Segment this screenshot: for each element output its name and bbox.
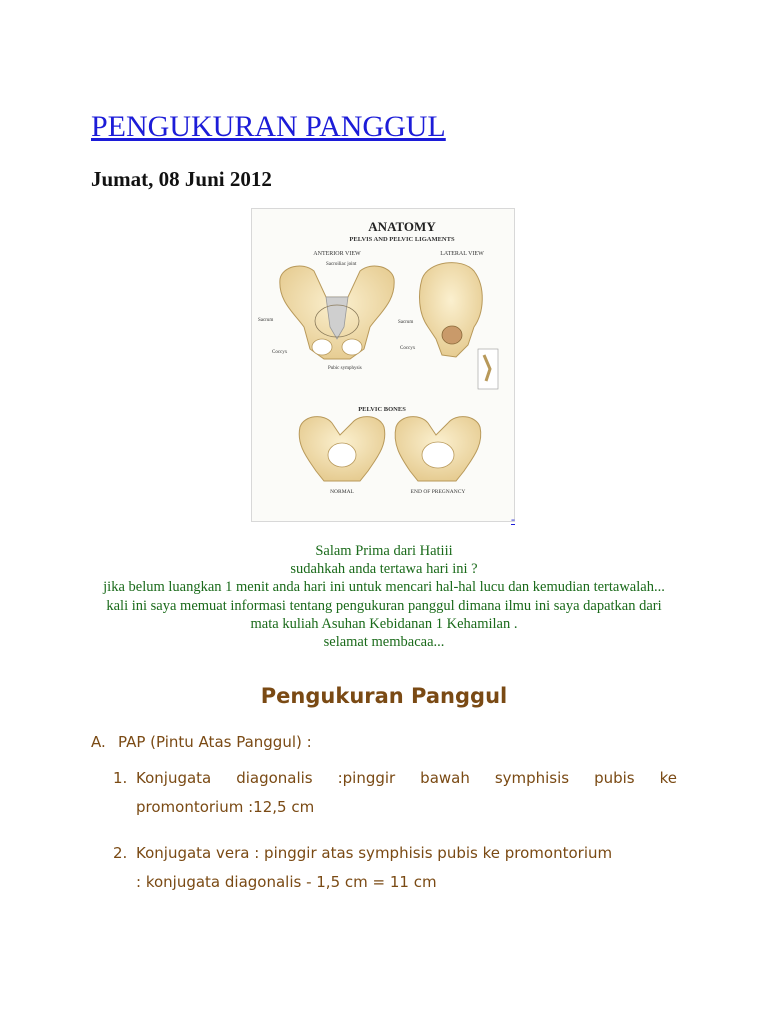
intro-line-3: jika belum luangkan 1 menit anda hari ini untuk mencari hal-hal lucu dan kemudian tertawalah... bbox=[103, 579, 665, 595]
word: diagonalis bbox=[236, 769, 313, 787]
word: Konjugata bbox=[136, 769, 212, 787]
figure-subheading: PELVIS AND PELVIC LIGAMENTS bbox=[349, 236, 455, 243]
figure-link[interactable]: - bbox=[511, 512, 515, 526]
anterior-view-label: ANTERIOR VIEW bbox=[313, 251, 361, 257]
intro-line-6: selamat membacaa... bbox=[323, 634, 445, 650]
intro-line-1: Salam Prima dari Hatiii bbox=[315, 543, 453, 559]
word: pubis bbox=[594, 769, 635, 787]
normal-label: NORMAL bbox=[330, 489, 354, 495]
list-item-number: 1. bbox=[113, 769, 128, 787]
end-pregnancy-label: END OF PREGNANCY bbox=[410, 489, 466, 495]
list-item-line-2: : konjugata diagonalis - 1,5 cm = 11 cm bbox=[136, 873, 437, 891]
sacrum-label: Sacrum bbox=[258, 318, 274, 323]
figure-heading: ANATOMY bbox=[368, 219, 436, 234]
intro-line-2: sudahkah anda tertawa hari ini ? bbox=[290, 561, 478, 577]
intro-line-5: mata kuliah Asuhan Kebidanan 1 Kehamilan . bbox=[250, 616, 518, 632]
pelvis-anatomy-illustration bbox=[252, 209, 514, 521]
coccyx-label: Coccyx bbox=[272, 350, 288, 355]
list-item-number: 2. bbox=[113, 844, 128, 862]
list-item-line-1 bbox=[136, 764, 677, 793]
pelvis-anatomy-figure bbox=[251, 208, 515, 522]
list-item-line-1: Konjugata vera : pinggir atas symphisis pubis ke promontorium bbox=[136, 844, 613, 862]
lateral-view-label: LATERAL VIEW bbox=[440, 251, 484, 257]
section-a-title: PAP (Pintu Atas Panggul) : bbox=[118, 733, 312, 751]
normal-pelvis-icon bbox=[299, 417, 385, 481]
lateral-coccyx-label: Coccyx bbox=[400, 346, 416, 351]
anterior-pelvis-icon bbox=[280, 266, 394, 359]
lateral-pelvis-icon bbox=[420, 263, 498, 389]
pregnancy-pelvis-icon bbox=[395, 417, 481, 481]
word: bawah bbox=[420, 769, 470, 787]
lateral-sacrum-label: Sacrum bbox=[398, 320, 414, 325]
word: symphisis bbox=[494, 769, 570, 787]
content-heading: Pengukuran Panggul bbox=[260, 684, 508, 708]
word: :pinggir bbox=[337, 769, 396, 787]
list-item-line-2: promontorium :12,5 cm bbox=[136, 798, 315, 816]
word: ke bbox=[659, 769, 677, 787]
pelvic-bones-label: PELVIC BONES bbox=[358, 406, 406, 413]
intro-line-4: kali ini saya memuat informasi tentang pengukuran panggul dimana ilmu ini saya dapatkan dari bbox=[106, 598, 662, 614]
page-title[interactable]: PENGUKURAN PANGGUL bbox=[91, 110, 446, 143]
section-a bbox=[91, 733, 312, 751]
sacroiliac-label: Sacroiliac joint bbox=[326, 262, 357, 267]
pubic-label: Pubic symphysis bbox=[328, 366, 362, 371]
post-date: Jumat, 08 Juni 2012 bbox=[91, 167, 272, 191]
section-a-label: A. bbox=[91, 733, 106, 751]
